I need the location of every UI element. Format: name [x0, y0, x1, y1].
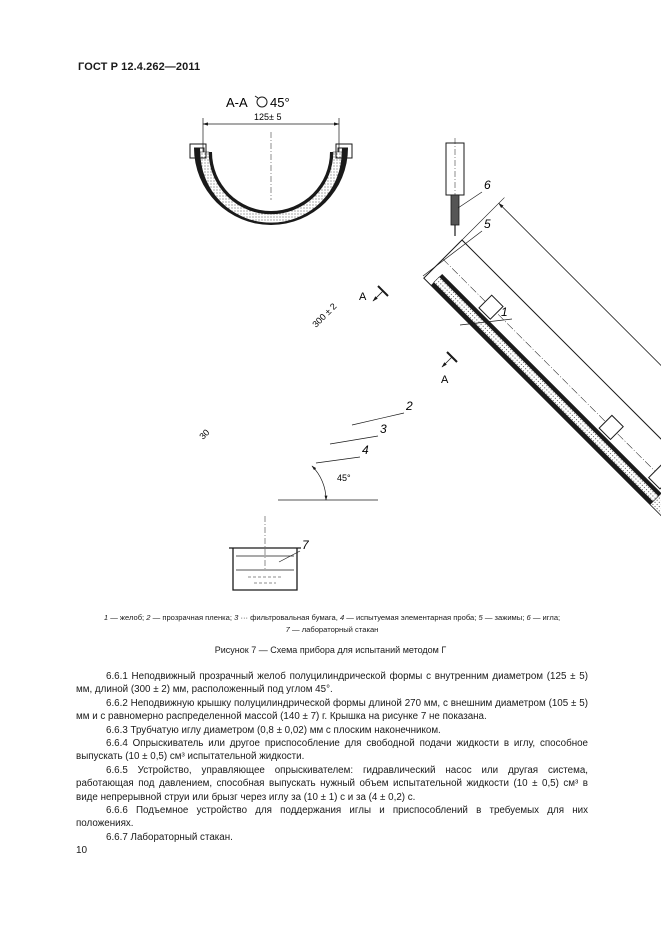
needle-holder [446, 138, 464, 236]
callout-3: 3 [380, 422, 387, 436]
callout-7: 7 [302, 538, 309, 552]
paragraph: 6.6.7 Лабораторный стакан. [106, 831, 233, 843]
page-number: 10 [76, 845, 88, 856]
width-dimension: 125± 5 [254, 112, 282, 122]
callout-4: 4 [362, 443, 369, 457]
paragraph: 6.6.1 Неподвижный прозрачный желоб полуцилиндрической формы с внутренним диаметром (125 ± 5) мм, длиной (300 ± 2) мм, расположенный под углом 45°. [76, 671, 588, 696]
callout-5: 5 [484, 217, 491, 231]
paragraph: 6.6.4 Опрыскиватель или другое приспособление для свободной подачи жидкости в иглу, способное выпускать (10 ± 0,5) см³ испытательной жидкости. [76, 738, 588, 763]
angle-label: 45° [337, 473, 351, 483]
document-header: ГОСТ Р 12.4.262—2011 [78, 61, 201, 73]
paragraph: 6.6.5 Устройство, управляющее опрыскивателем: гидравлический насос или другая система, работающая под давлением, способная выпускать нужный объем испытательной жидкости (10 ± 0,5) см³ в виде непрерывной струи или брызг через иглу за (10 ± 1) с и за (4 ± 0,2) с. [76, 764, 588, 803]
figure-legend: 1 — желоб; 2 — прозрачная пленка; 3 ··· фильтровальная бумага, 4 — испытуемая элементарная проба; 5 — зажимы; 6 — игла; 7 — лабораторный стакан [103, 613, 561, 634]
rotation-symbol-icon [255, 96, 267, 107]
rotation-angle: 45° [270, 95, 290, 110]
figure-caption: Рисунок 7 — Схема прибора для испытаний методом Г [214, 645, 447, 655]
paragraph: 6.6.6 Подъемное устройство для поддержания иглы и приспособлений в требуемых для них положениях. [76, 805, 588, 830]
offset-dimension: 30 [197, 427, 212, 442]
paragraph: 6.6.2 Неподвижную крышку полуцилиндрической формы длиной 270 мм, с внешним диаметром (105 ± 5) мм и с равномерно распределенной массой (140 ± 7) г. Крышка на рисунке 7 не показана. [76, 697, 588, 723]
callout-2: 2 [406, 399, 413, 413]
callout-6: 6 [484, 178, 491, 192]
section-arrow-top [373, 286, 388, 301]
section-arrow-label-bottom: А [441, 374, 449, 386]
paragraph: 6.6.3 Трубчатую иглу диаметром (0,8 ± 0,02) мм с плоским наконечником. [106, 724, 441, 736]
callout-1: 1 [501, 305, 508, 319]
inclined-trough [424, 198, 661, 519]
section-label: А-А [226, 95, 248, 110]
section-arrow-label-top: А [359, 291, 367, 303]
body-text [76, 670, 588, 844]
section-arrow-bottom [442, 352, 457, 367]
length-dimension: 300 ± 2 [310, 301, 339, 330]
